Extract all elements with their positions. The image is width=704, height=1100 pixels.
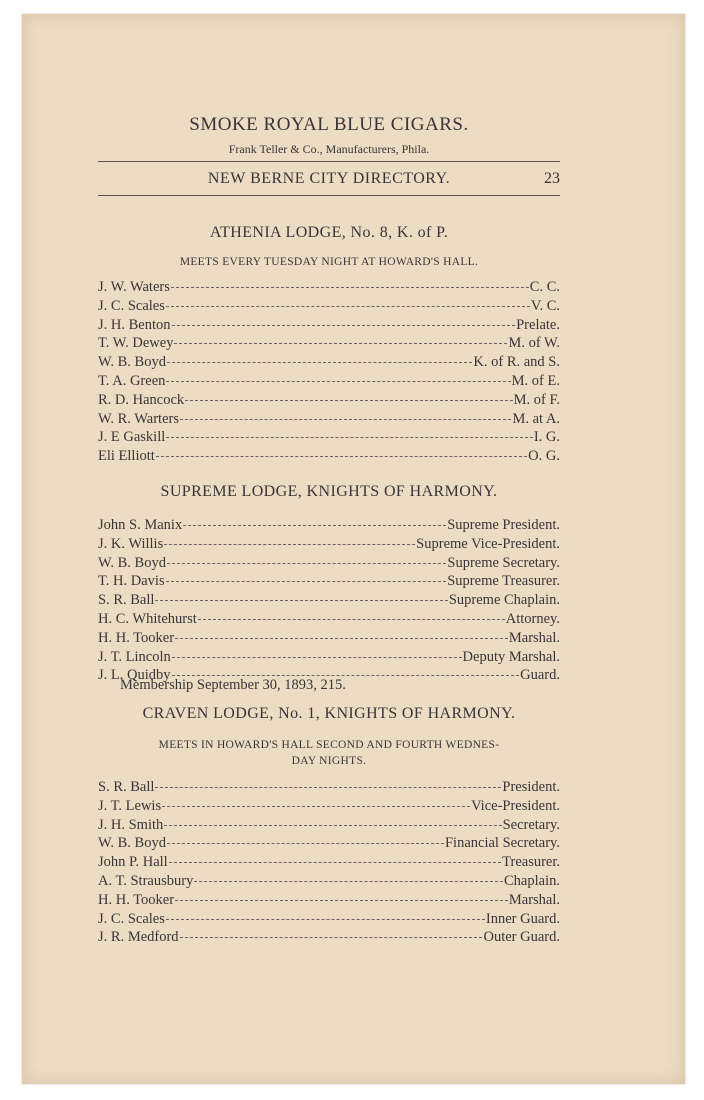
member-name: H. H. Tooker: [98, 891, 175, 908]
supreme-roster: [98, 517, 560, 686]
member-office: Supreme Treasurer.: [447, 573, 560, 590]
leader-dashes: [175, 900, 508, 901]
member-office: Chaplain.: [504, 872, 560, 889]
roster-row: [98, 592, 560, 611]
leader-dashes: [167, 362, 472, 363]
roster-row: [98, 929, 560, 948]
leader-dashes: [198, 619, 505, 620]
member-name: J. H. Benton: [98, 316, 171, 333]
leader-dashes: [162, 806, 470, 807]
roster-row: [98, 555, 560, 574]
member-name: J. L. Quidby: [98, 667, 171, 684]
athenia-meeting-info: MEETS EVERY TUESDAY NIGHT AT HOWARD'S HALL.: [179, 256, 479, 268]
leader-dashes: [180, 419, 511, 420]
leader-dashes: [164, 825, 501, 826]
member-office: Marshal.: [508, 891, 560, 908]
craven-meeting-line-1: MEETS IN HOWARD'S HALL SECOND AND FOURTH WEDNES-: [158, 739, 500, 751]
leader-dashes: [166, 306, 530, 307]
member-office: Inner Guard.: [485, 910, 560, 927]
member-name: T. H. Davis: [98, 573, 165, 590]
advertisement-subtitle: Frank Teller & Co., Manufacturers, Phila.: [228, 142, 430, 156]
member-office: O. G.: [528, 448, 560, 465]
roster-row: [98, 573, 560, 592]
member-office: I. G.: [533, 429, 560, 446]
member-office: M. of F.: [513, 391, 560, 408]
member-name: W. B. Boyd: [98, 354, 166, 371]
member-name: Eli Elliott: [98, 448, 155, 465]
leader-dashes: [166, 437, 533, 438]
roster-row: [98, 873, 560, 892]
member-name: A. T. Strausbury: [98, 872, 194, 889]
roster-row: [98, 517, 560, 536]
roster-row: [98, 835, 560, 854]
leader-dashes: [166, 919, 485, 920]
page-number: 23: [544, 170, 560, 187]
member-office: Supreme Vice-President.: [416, 535, 560, 552]
member-office: Guard.: [520, 667, 560, 684]
member-office: Supreme Secretary.: [447, 554, 560, 571]
member-name: J. T. Lincoln: [98, 648, 171, 665]
member-office: Supreme Chaplain.: [448, 592, 560, 609]
member-office: Supreme President.: [447, 517, 560, 533]
member-office: Deputy Marshal.: [462, 648, 560, 665]
member-office: President.: [502, 779, 560, 795]
member-office: Secretary.: [502, 816, 560, 833]
member-name: S. R. Ball: [98, 592, 155, 609]
member-name: J. E Gaskill: [98, 429, 166, 446]
membership-note: Membership September 30, 1893, 215.: [120, 677, 346, 693]
member-name: J. T. Lewis: [98, 797, 162, 814]
roster-row: [98, 335, 560, 354]
member-name: J. R. Medford: [98, 929, 179, 946]
header-top-rule: [98, 161, 560, 162]
craven-meeting-line-2: DAY NIGHTS.: [291, 755, 367, 767]
athenia-lodge-title: ATHENIA LODGE, No. 8, K. of P.: [209, 224, 449, 241]
leader-dashes: [166, 581, 447, 582]
member-office: V. C.: [530, 297, 560, 314]
roster-row: [98, 630, 560, 649]
directory-title: NEW BERNE CITY DIRECTORY.: [207, 170, 451, 187]
leader-dashes: [185, 400, 512, 401]
leader-dashes: [156, 456, 527, 457]
member-name: H. H. Tooker: [98, 629, 175, 646]
leader-dashes: [155, 787, 501, 788]
leader-dashes: [155, 600, 447, 601]
leader-dashes: [167, 563, 446, 564]
roster-row: [98, 373, 560, 392]
roster-row: [98, 298, 560, 317]
supreme-lodge-title: SUPREME LODGE, KNIGHTS OF HARMONY.: [160, 483, 498, 500]
leader-dashes: [169, 862, 501, 863]
member-name: S. R. Ball: [98, 779, 155, 795]
member-office: Attorney.: [505, 610, 560, 627]
member-name: J. K. Willis: [98, 535, 164, 552]
roster-row: [98, 536, 560, 555]
leader-dashes: [171, 287, 529, 288]
leader-dashes: [172, 325, 516, 326]
leader-dashes: [174, 343, 507, 344]
member-name: H. C. Whitehurst: [98, 610, 197, 627]
advertisement-title: SMOKE ROYAL BLUE CIGARS.: [189, 114, 469, 135]
craven-lodge-title: CRAVEN LODGE, No. 1, KNIGHTS OF HARMONY.: [142, 705, 516, 722]
member-office: Marshal.: [508, 629, 560, 646]
roster-row: [98, 779, 560, 798]
member-office: K. of R. and S.: [473, 354, 560, 371]
roster-row: [98, 649, 560, 668]
member-name: J. C. Scales: [98, 910, 165, 927]
member-name: John S. Manix: [98, 517, 183, 533]
member-name: W. B. Boyd: [98, 835, 166, 852]
roster-row: [98, 817, 560, 836]
member-office: Treasurer.: [502, 854, 560, 871]
member-office: Prelate.: [516, 316, 560, 333]
member-name: T. A. Green: [98, 372, 166, 389]
member-office: M. at A.: [512, 410, 560, 427]
roster-row: [98, 392, 560, 411]
roster-row: [98, 354, 560, 373]
member-name: R. D. Hancock: [98, 391, 185, 408]
member-name: W. R. Warters: [98, 410, 179, 427]
roster-row: [98, 611, 560, 630]
roster-row: [98, 279, 560, 298]
member-office: Outer Guard.: [483, 929, 560, 946]
header-bottom-rule: [98, 195, 560, 196]
roster-row: [98, 411, 560, 430]
member-office: Vice-President.: [471, 797, 560, 814]
craven-roster: [98, 779, 560, 948]
roster-row: [98, 854, 560, 873]
roster-row: [98, 317, 560, 336]
member-name: J. H. Smith: [98, 816, 164, 833]
roster-row: [98, 798, 560, 817]
leader-dashes: [194, 881, 503, 882]
member-office: Financial Secretary.: [444, 835, 560, 852]
leader-dashes: [166, 381, 510, 382]
member-office: C. C.: [529, 279, 560, 295]
member-name: J. W. Waters: [98, 279, 170, 295]
member-name: W. B. Boyd: [98, 554, 166, 571]
roster-row: [98, 448, 560, 467]
athenia-roster: [98, 279, 560, 467]
leader-dashes: [164, 544, 415, 545]
directory-page: [22, 14, 685, 1084]
leader-dashes: [167, 843, 444, 844]
member-name: J. C. Scales: [98, 297, 165, 314]
leader-dashes: [180, 937, 483, 938]
member-name: T. W. Dewey: [98, 335, 174, 352]
roster-row: [98, 429, 560, 448]
leader-dashes: [183, 525, 446, 526]
member-office: M. of W.: [508, 335, 560, 352]
member-office: M. of E.: [511, 372, 560, 389]
leader-dashes: [172, 657, 462, 658]
leader-dashes: [175, 638, 508, 639]
member-name: John P. Hall: [98, 854, 168, 871]
roster-row: [98, 892, 560, 911]
craven-meeting-info: [98, 737, 560, 769]
roster-row: [98, 911, 560, 930]
